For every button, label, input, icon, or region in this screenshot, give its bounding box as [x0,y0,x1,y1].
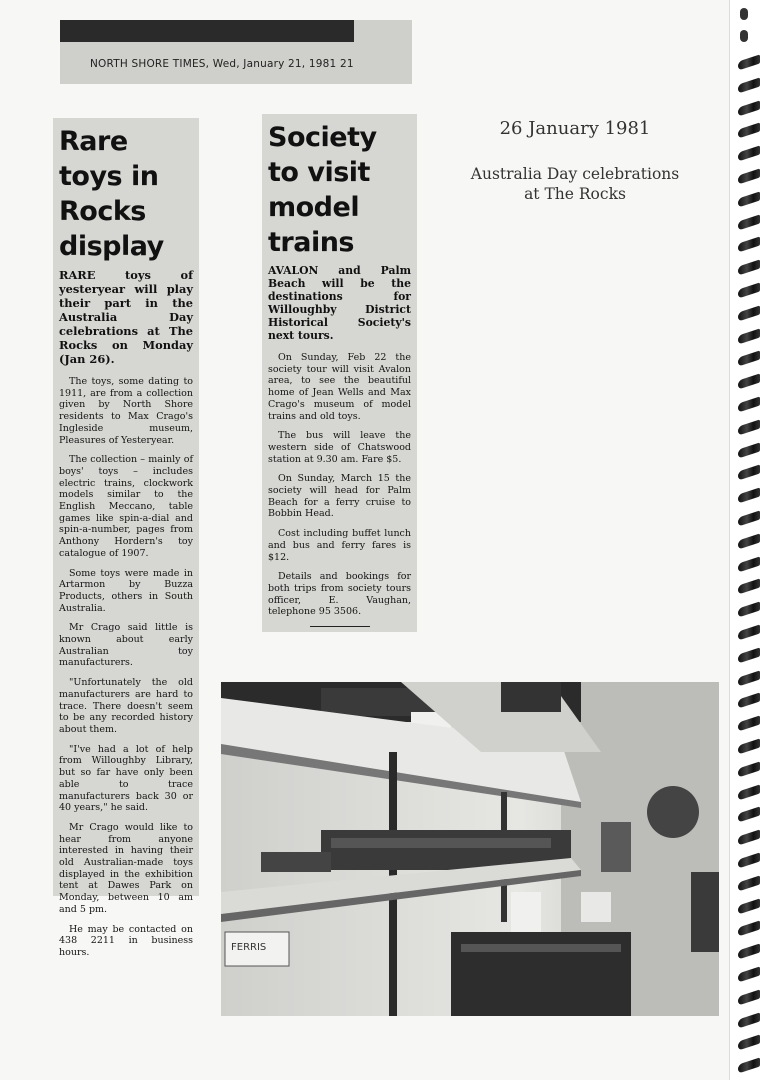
article-paragraph: Cost including buffet lunch and bus and ferry fares is $12. [268,528,411,563]
spiral-coil [738,670,760,686]
spiral-coil [738,396,760,412]
spiral-coil [738,168,760,184]
spiral-coil [738,921,760,937]
spiral-coil [738,488,760,504]
spiral-coil [738,602,760,618]
spiral-coil [738,237,760,253]
spiral-coil [738,1058,760,1074]
spiral-coil [738,100,760,116]
headline-line: model [268,192,360,223]
spiral-coil [738,944,760,960]
masthead-dark-bar [60,20,354,42]
spiral-coil [738,830,760,846]
spiral-coil [738,693,760,709]
spiral-coil [738,966,760,982]
headline-line: trains [268,227,354,258]
spiral-coil [738,146,760,162]
photo-sign-text: FERRIS [231,942,267,953]
spiral-coil [738,260,760,276]
spiral-coil [738,191,760,207]
article-end-rule [310,626,370,627]
spiral-coil [738,579,760,595]
article-paragraph: The collection – mainly of boys' toys – includes electric trains, clockwork models similar to the English Meccano, table games like spin-a-dial and spin-a-number, pages from Anthony Hordern's toy catalogue of 1907. [59,454,193,559]
article-paragraph: The toys, some dating to 1911, are from a collection given by North Shore residents to Max Crago's Ingleside museum, Pleasures of Yesteryear. [59,376,193,446]
spiral-coil [738,807,760,823]
article-paragraph: "I've had a lot of help from Willoughby Library, but so far have only been able to trace manufacturers back 30 or 40 years," he said. [59,743,193,814]
article-lead: RARE toys of yesteryear will play their part in the Australia Day celebrations at The Rocks on Monday (Jan 26). [59,268,193,366]
article-paragraph: On Sunday, March 15 the society will head for Palm Beach for a ferry cruise to Bobbin Head. [268,473,411,520]
headline-line: Rare [59,126,128,157]
spiral-coil [738,784,760,800]
headline-line: to visit [268,157,370,188]
photo-illustration [221,682,719,1016]
spiral-coil [738,419,760,435]
article-paragraph: He may be contacted on 438 2211 in business hours. [59,923,193,958]
article-society-model-trains [262,114,417,632]
article-paragraph: Mr Crago said little is known about early Australian toy manufacturers. [59,622,193,669]
model-train-display-photo [221,682,719,1016]
spiral-coil [738,328,760,344]
spiral-coil [738,556,760,572]
spiral-coil [740,30,748,42]
spiral-coil [738,1035,760,1051]
spiral-coil [738,533,760,549]
article-paragraph: Details and bookings for both trips from society tours officer, E. Vaughan, telephone 95 3506. [268,571,411,618]
spiral-coil [738,442,760,458]
spiral-coil [738,282,760,298]
spiral-coil [738,898,760,914]
article-paragraph: Some toys were made in Artarmon by Buzza Products, others in South Australia. [59,567,193,614]
spiral-coil [738,305,760,321]
headline-line: Society [268,122,377,153]
headline-line: Rocks [59,196,146,227]
article-paragraph: The bus will leave the western side of Chatswood station at 9.30 am. Fare $5. [268,430,411,465]
spiral-coil [738,738,760,754]
masthead-text: NORTH SHORE TIMES, Wed, January 21, 1981 21 [90,58,354,70]
spiral-coil [738,989,760,1005]
article-paragraph: "Unfortunately the old manufacturers are hard to trace. There doesn't seem to be any recorded history about them. [59,677,193,735]
spiral-coil [738,351,760,367]
spiral-coil [738,123,760,139]
article-paragraph: On Sunday, Feb 22 the society tour will visit Avalon area, to see the beautiful home of Jean Wells and Max Crago's museum of model trains and old toys. [268,352,411,422]
spiral-coil [738,875,760,891]
newspaper-masthead-clipping [60,20,412,84]
article-headline [268,120,411,260]
article-rare-toys [53,118,199,958]
article-paragraph: Mr Crago would like to hear from anyone interested in having their old Australian-made toys displayed in the exhibition tent at Dawes Park on Monday, between 10 am and 5 pm. [59,821,193,915]
article-headline [59,124,193,264]
annotation-date: 26 January 1981 [499,118,651,139]
spiral-coil [738,624,760,640]
spiral-coil [738,54,760,70]
annotation-caption-line: Australia Day celebrations [470,165,680,183]
spiral-coil [738,77,760,93]
spiral-binding [729,0,764,1080]
spiral-coil [738,1012,760,1028]
annotation-caption-line: at The Rocks [524,185,626,203]
spiral-coil [738,761,760,777]
spiral-coil [740,8,748,20]
headline-line: display [59,231,164,262]
spiral-coil [738,716,760,732]
spiral-coil [738,510,760,526]
spiral-coil [738,465,760,481]
spiral-coil [738,647,760,663]
headline-line: toys in [59,161,159,192]
article-lead: AVALON and Palm Beach will be the destinations for Willoughby District Historical Society's next tours. [268,264,411,342]
spiral-coil [738,852,760,868]
annotation-caption [440,164,710,204]
spiral-coil [738,214,760,230]
spiral-coil [738,374,760,390]
